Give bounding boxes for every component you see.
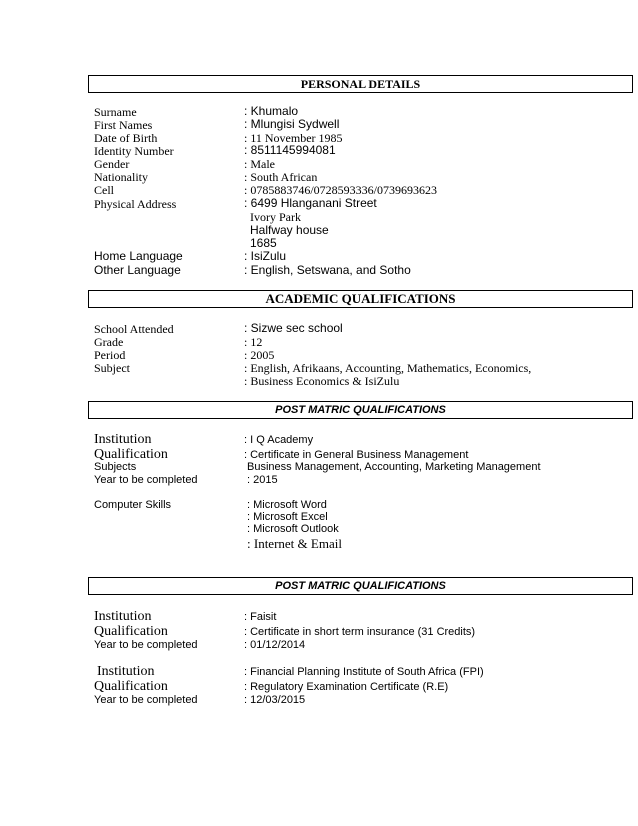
subject-label: Subject (94, 361, 130, 375)
home-language-label: Home Language (94, 249, 183, 263)
other-language-label: Other Language (94, 263, 181, 277)
grade-label: Grade (94, 335, 124, 349)
institution-value-2: : Faisit (244, 611, 277, 623)
skill-word: : Microsoft Word (247, 499, 327, 511)
year-completed-value-2: : 01/12/2014 (244, 639, 306, 651)
institution-label-1: Institution (94, 432, 152, 447)
year-completed-value-3: : 12/03/2015 (244, 694, 306, 706)
qualification-value-2: : Certificate in short term insurance (31 Credits) (244, 626, 476, 638)
dob-value: : 11 November 1985 (244, 131, 343, 145)
personal-details-header: PERSONAL DETAILS (88, 75, 633, 93)
institution-label-3: Institution (97, 664, 155, 679)
year-completed-label-3: Year to be completed (94, 694, 198, 706)
gender-label: Gender (94, 157, 130, 171)
post-matric-header-2: POST MATRIC QUALIFICATIONS (88, 577, 633, 595)
school-label: School Attended (94, 322, 174, 336)
institution-value-1: : I Q Academy (244, 434, 314, 446)
address-line-3: Halfway house (250, 223, 329, 237)
subject-value-line-2: : Business Economics & IsiZulu (244, 374, 400, 388)
qualification-label-1: Qualification (94, 447, 168, 462)
year-completed-label-2: Year to be completed (94, 639, 198, 651)
year-completed-label-1: Year to be completed (94, 474, 198, 486)
school-value: : Sizwe sec school (244, 321, 343, 335)
academic-qualifications-header: ACADEMIC QUALIFICATIONS (88, 290, 633, 308)
address-line-2: Ivory Park (250, 210, 301, 224)
address-line-4: 1685 (250, 236, 277, 250)
qualification-value-3: : Regulatory Examination Certificate (R.E) (244, 681, 449, 693)
skill-internet: : Internet & Email (247, 536, 342, 551)
address-label: Physical Address (94, 197, 177, 211)
institution-label-2: Institution (94, 609, 152, 624)
gender-value: : Male (244, 157, 275, 171)
surname-value: : Khumalo (244, 104, 299, 118)
subjects-value: Business Management, Accounting, Marketing Management (247, 461, 541, 473)
subjects-label: Subjects (94, 461, 137, 473)
skill-outlook: : Microsoft Outlook (247, 523, 339, 535)
skill-excel: : Microsoft Excel (247, 511, 328, 523)
surname-label: Surname (94, 105, 137, 119)
cell-label: Cell (94, 183, 114, 197)
institution-value-3: : Financial Planning Institute of South Africa (FPI) (244, 666, 484, 678)
home-language-value: : IsiZulu (244, 249, 287, 263)
cell-value: : 0785883746/0728593336/0739693623 (244, 183, 438, 197)
qualification-label-3: Qualification (94, 679, 168, 694)
computer-skills-label: Computer Skills (94, 499, 172, 511)
subject-value: : English, Afrikaans, Accounting, Mathematics, Economics, (244, 361, 532, 375)
address-value: : 6499 Hlanganani Street (244, 196, 377, 210)
post-matric-header-1: POST MATRIC QUALIFICATIONS (88, 401, 633, 419)
nationality-value: : South African (244, 170, 318, 184)
other-language-value: : English, Setswana, and Sotho (244, 263, 411, 277)
year-completed-value-1: : 2015 (247, 474, 278, 486)
period-value: : 2005 (244, 348, 275, 362)
nationality-label: Nationality (94, 170, 148, 184)
dob-label: Date of Birth (94, 131, 158, 145)
id-number-label: Identity Number (94, 144, 174, 158)
grade-value: : 12 (244, 335, 263, 349)
first-names-label: First Names (94, 118, 153, 132)
qualification-value-1: : Certificate in General Business Management (244, 449, 469, 461)
qualification-label-2: Qualification (94, 624, 168, 639)
id-number-value: : 8511145994081 (244, 143, 336, 157)
first-names-value: : Mlungisi Sydwell (244, 117, 340, 131)
period-label: Period (94, 348, 126, 362)
